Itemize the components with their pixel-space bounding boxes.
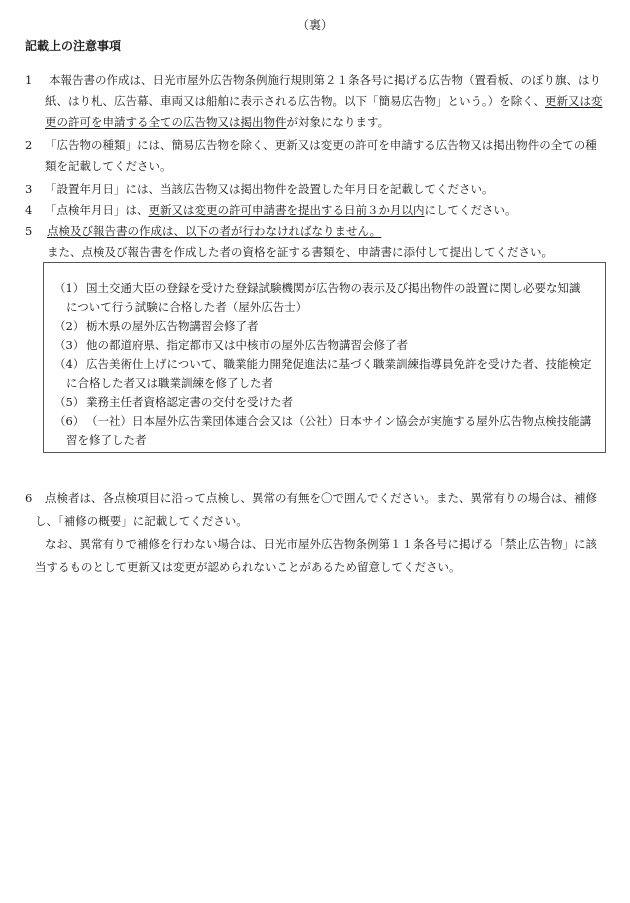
qualification-box [43, 262, 606, 453]
qualification-item-6 [54, 412, 594, 431]
qualification-text: 他の都道府県、指定都市又は中核市の屋外広告物講習会修了者 [86, 338, 408, 352]
item-text-line: また、点検及び報告書を作成した者の資格を証する書類を、申請書に添付して提出してください。 [47, 245, 553, 259]
qualification-text: 習を修了した者 [66, 433, 147, 447]
instruction-item-6 [25, 487, 610, 510]
section-heading: 記載上の注意事項 [25, 39, 122, 53]
item-text-line: 「点検年月日」は、 [45, 203, 149, 217]
underlined-text: 更の許可を申請する全ての広告物又は掲出物件 [45, 115, 287, 129]
note-text-line: 当するものとして更新又は変更が認められないことがあるため留意してください。 [35, 560, 461, 574]
item-number: 3 [25, 182, 33, 196]
item-text-line: 類を記載してください。 [45, 159, 172, 173]
qualification-text: に合格した者又は職業訓練を修了した者 [66, 376, 273, 390]
item-number: 5 [25, 224, 33, 238]
qualification-number: （5） [54, 395, 85, 409]
qualification-item-3 [54, 336, 594, 355]
supplementary-note [25, 533, 610, 579]
item-number: 2 [25, 138, 33, 152]
note-text-line: なお、異常有りで補修を行わない場合は、日光市屋外広告物条例第１１条各号に掲げる「禁止広告物」に該 [45, 537, 597, 551]
qualification-text: 国土交通大臣の登録を受けた登録試験機関が広告物の表示及び掲出物件の設置に関し必要な知識 [86, 281, 581, 295]
qualification-list [54, 279, 594, 450]
item-text-line: にしてください。 [424, 203, 517, 217]
qualification-number: （1） [54, 281, 85, 295]
instruction-item-4 [25, 200, 610, 221]
qualification-number: （6） [54, 414, 85, 428]
qualification-number: （2） [54, 319, 85, 333]
instruction-list [25, 70, 610, 263]
qualification-item-2 [54, 317, 594, 336]
instruction-item-2 [25, 135, 610, 177]
item-number: 1 [25, 73, 33, 87]
item-text-line: 点検者は、各点検項目に沿って点検し、異常の有無を〇で囲んでください。また、異常有りの場合は、補修 [45, 491, 597, 505]
item-text-line: 「設置年月日」には、当該広告物又は掲出物件を設置した年月日を記載してください。 [45, 182, 494, 196]
item-number: 4 [25, 203, 33, 217]
qualification-item-4 [54, 355, 594, 374]
item-text-line: 紙、はり札、広告幕、車両又は船舶に表示される広告物。以下「簡易広告物」という。）を除く、 [45, 94, 546, 108]
instruction-item-1 [25, 70, 610, 133]
qualification-text: 広告美術仕上げについて、職業能力開発促進法に基づく職業訓練指導員免許を受けた者、技能検定 [86, 357, 592, 371]
instruction-item-5 [25, 221, 610, 263]
qualification-item-5 [54, 393, 594, 412]
underlined-text: 点検及び報告書の作成は、以下の者が行わなければなりません。 [47, 224, 382, 238]
qualification-number: （4） [54, 357, 85, 371]
qualification-number: （3） [54, 338, 85, 352]
instruction-item-3 [25, 179, 610, 200]
item-text-line: 本報告書の作成は、日光市屋外広告物条例施行規則第２１条各号に掲げる広告物（置看板、のぼり旗、はり [49, 73, 601, 87]
page-side-label: （裏） [296, 18, 333, 32]
item-number: 6 [25, 491, 33, 505]
underlined-text: 更新又は変 [545, 94, 603, 108]
qualification-item-1 [54, 279, 594, 298]
instruction-list-continued [25, 487, 610, 579]
item-text-line: 「広告物の種類」には、簡易広告物を除く、更新又は変更の許可を申請する広告物又は掲出物件の全ての種 [45, 138, 597, 152]
underlined-text: 更新又は変更の許可申請書を提出する日前３か月以内 [148, 203, 425, 217]
qualification-text: （一社）日本屋外広告業団体連合会又は（公社）日本サイン協会が実施する屋外広告物点検技能講 [86, 414, 592, 428]
qualification-text: について行う試験に合格した者（屋外広告士） [66, 300, 308, 314]
qualification-text: 業務主任者資格認定書の交付を受けた者 [86, 395, 293, 409]
qualification-text: 栃木県の屋外広告物講習会修了者 [86, 319, 259, 333]
item-text-line: し、「補修の概要」に記載してください。 [35, 514, 248, 528]
item-text-line: が対象になります。 [286, 115, 390, 129]
